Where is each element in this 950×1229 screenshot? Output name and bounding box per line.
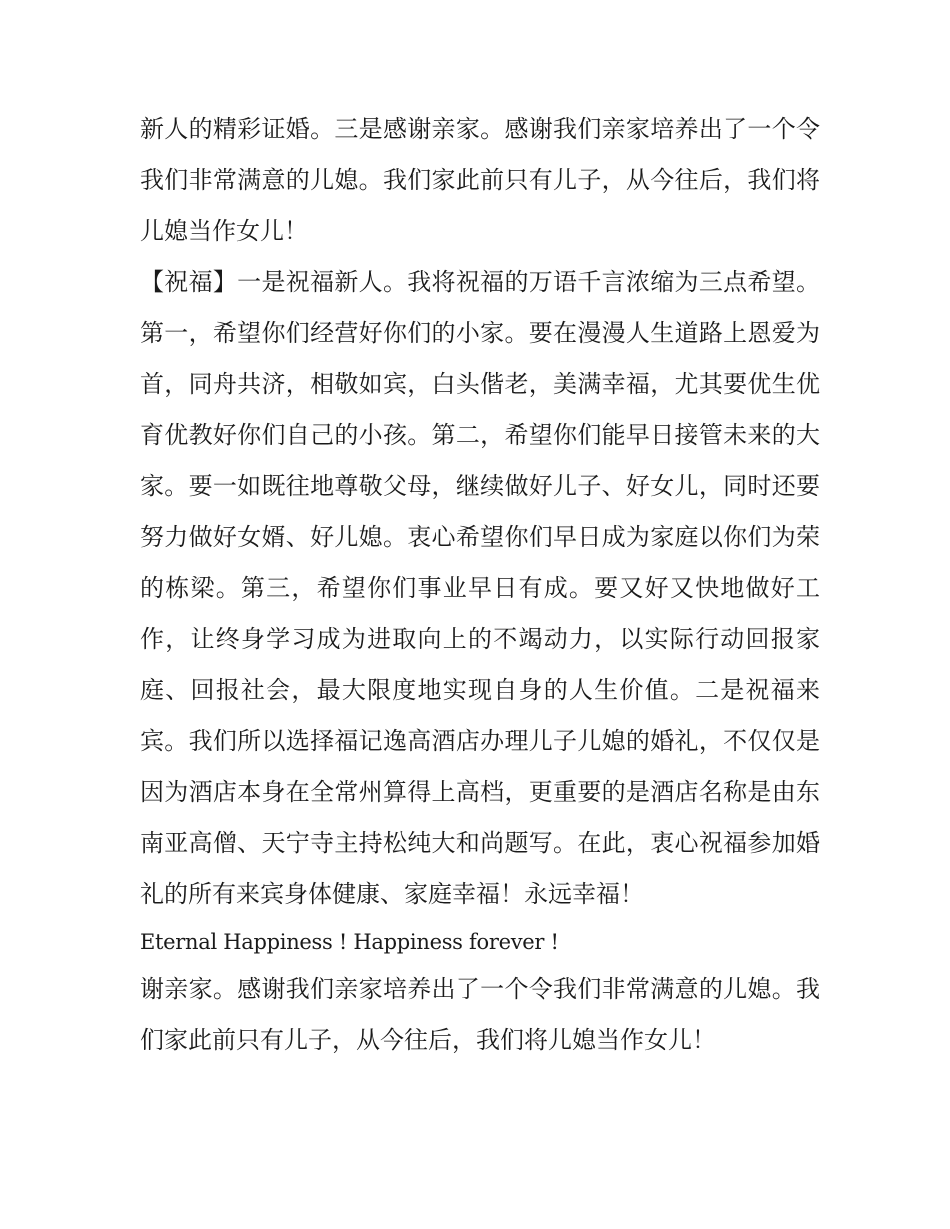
paragraph-blessing: 【祝福】一是祝福新人。我将祝福的万语千言浓缩为三点希望。第一，希望你们经营好你们的小家。要在漫漫人生道路上恩爱为首，同舟共济，相敬如宾，白头偕老，美满幸福，尤其要优生优育优教好你们自己的小孩。第二，希望你们能早日接管未来的大家。要一如既往地尊敬父母，继续做好儿子、好女儿，同时还要努力做好女婿、好儿媳。衷心希望你们早日成为家庭以你们为荣的栋梁。第三，希望你们事业早日有成。要又好又快地做好工作，让终身学习成为进取向上的不竭动力，以实际行动回报家庭、回报社会，最大限度地实现自身的人生价值。二是祝福来宾。我们所以选择福记逸高酒店办理儿子儿媳的婚礼，不仅仅是因为酒店本身在全常州算得上高档，更重要的是酒店名称是由东南亚高僧、天宁寺主持松纯大和尚题写。在此，衷心祝福参加婚礼的所有来宾身体健康、家庭幸福！永远幸福！ [140, 268, 820, 908]
document-body [140, 104, 820, 1066]
paragraph-english-blessing: Eternal Happiness ! Happiness forever ! [140, 930, 559, 954]
paragraph-thanks-inlaws-repeat: 谢亲家。感谢我们亲家培养出了一个令我们非常满意的儿媳。我们家此前只有儿子，从今往后，我们将儿媳当作女儿！ [140, 975, 820, 1054]
paragraph-thanks-inlaws: 新人的精彩证婚。三是感谢亲家。感谢我们亲家培养出了一个令我们非常满意的儿媳。我们家此前只有儿子，从今往后，我们将儿媳当作女儿！ [140, 115, 820, 245]
